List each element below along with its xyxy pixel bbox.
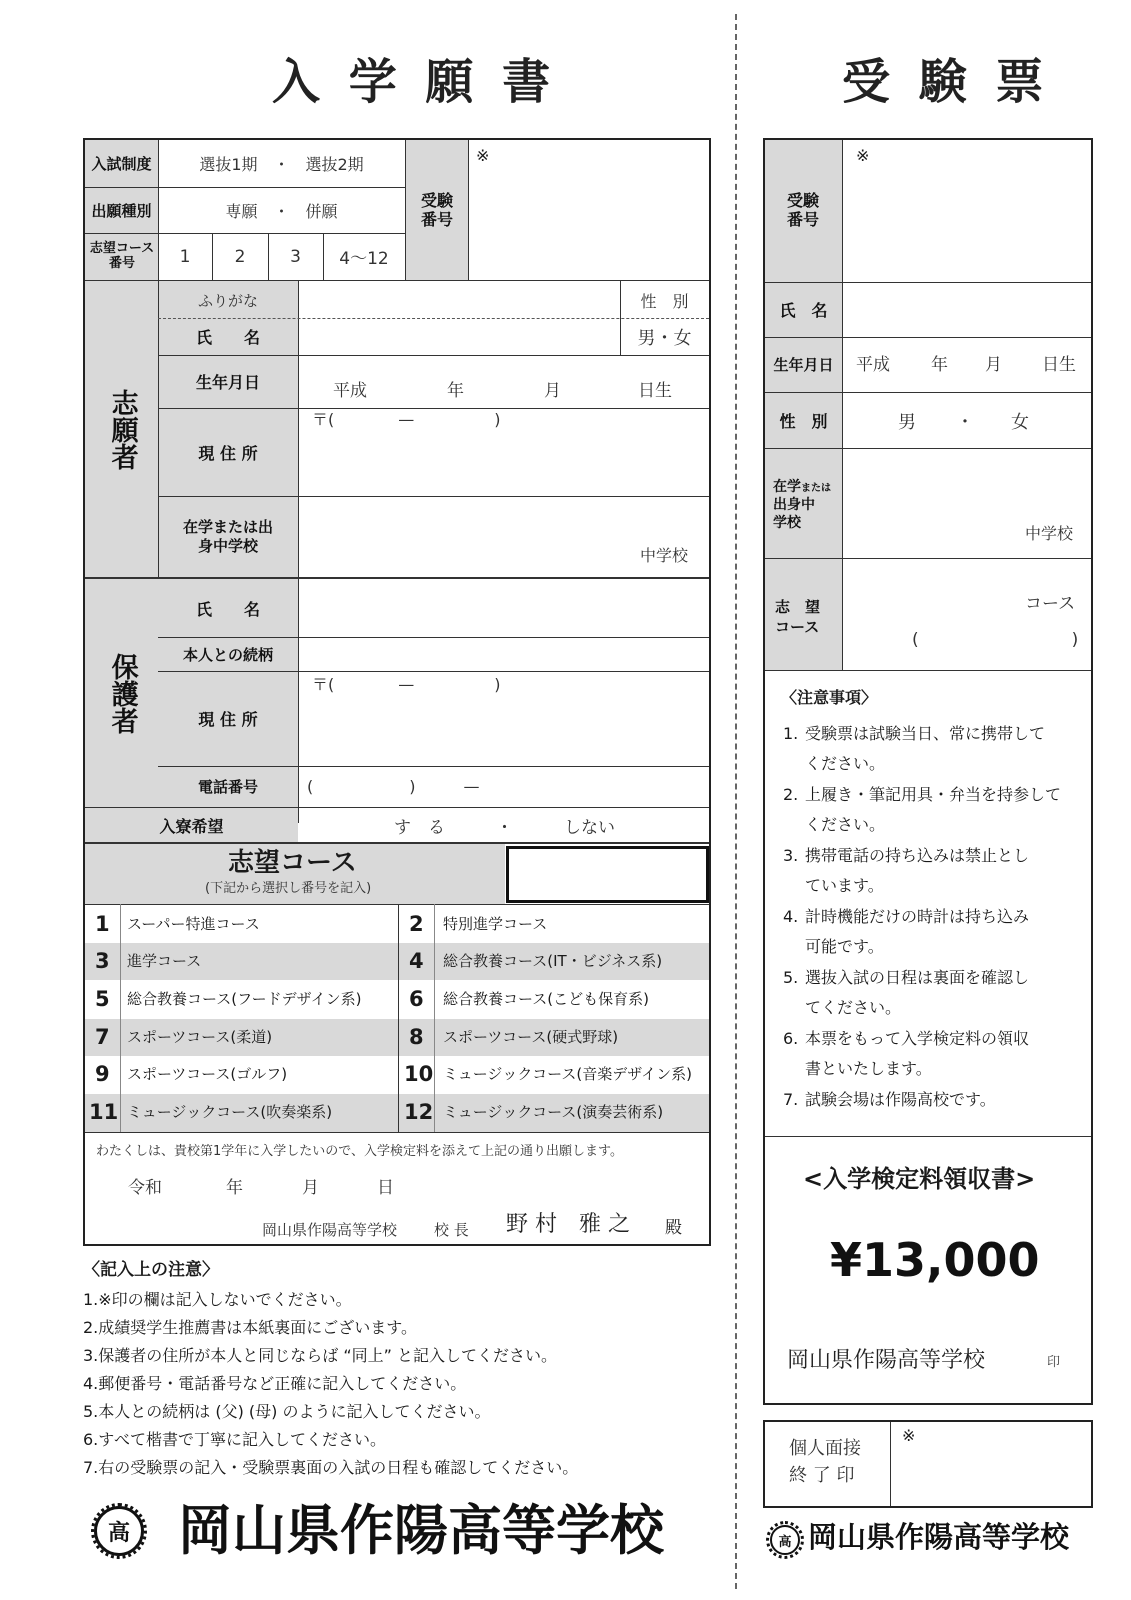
receipt-title: <入学検定料領収書> — [803, 1165, 1036, 1193]
ticket-gender-male[interactable]: 男 — [898, 412, 916, 433]
school-crest-icon: 高 — [94, 1506, 144, 1556]
gender-label: 性 別 — [640, 291, 689, 311]
course-name: スーパー特進コース — [127, 915, 260, 933]
course-number: 8 — [409, 1025, 424, 1049]
course-number-label: 志望コース番号 — [89, 241, 155, 271]
course-name: ミュージックコース(音楽デザイン系) — [443, 1065, 693, 1083]
relation-field[interactable] — [300, 638, 708, 670]
course-number: 10 — [404, 1062, 434, 1086]
exam-system-label: 入試制度 — [91, 155, 152, 173]
ticket-school-label: 在学または 出身中学校 — [773, 479, 831, 532]
school-label: 在学または出身中学校 — [182, 517, 273, 555]
birth-year: 年 — [447, 381, 464, 401]
dormitory-label: 入寮希望 — [159, 816, 224, 836]
applicant-name-label: 氏 名 — [195, 328, 260, 347]
interview-label-line2: 終 了 印 — [789, 1465, 855, 1486]
ticket-birth-era: 平成 — [856, 355, 890, 375]
ticket-birth-label: 生年月日 — [773, 356, 834, 374]
ticket-birth-day: 日生 — [1042, 355, 1076, 375]
course-name: スポーツコース(柔道) — [127, 1028, 273, 1046]
course-name: 特別進学コース — [443, 915, 548, 933]
exam-number-mark: ※ — [476, 146, 490, 165]
applicant-name-field[interactable] — [300, 320, 618, 354]
notes-title: 〈記入上の注意〉 — [83, 1260, 219, 1280]
ticket-course-paren[interactable]: ( ) — [912, 630, 1079, 650]
course-name: スポーツコース(ゴルフ) — [127, 1065, 288, 1083]
course-number-option[interactable]: 3 — [290, 246, 301, 267]
date-day: 日 — [377, 1178, 394, 1198]
course-number: 3 — [95, 949, 110, 973]
applicant-section-label: 志願者 — [106, 388, 138, 470]
ticket-birth-month: 月 — [985, 355, 1002, 375]
note-item: 4.郵便番号・電話番号など正確に記入してください。 — [83, 1374, 467, 1393]
ticket-course-label: 志 望コース — [775, 598, 821, 636]
ticket-birth-year: 年 — [931, 355, 948, 375]
ticket-school-name-logo: 岡山県作陽高等学校 — [808, 1520, 1070, 1554]
ticket-name-field[interactable] — [844, 284, 1091, 335]
ticket-exam-number-box[interactable] — [844, 142, 1091, 280]
course-number: 1 — [95, 912, 110, 936]
course-name: 総合教養コース(フードデザイン系) — [127, 990, 362, 1008]
ticket-note-cont: ください。 — [805, 815, 886, 834]
course-number: 2 — [409, 912, 424, 936]
birth-day: 日生 — [638, 381, 672, 401]
ticket-exam-number-label: 受験番号 — [786, 190, 819, 229]
ticket-gender-label: 性 別 — [779, 411, 828, 431]
ticket-note-cont: ています。 — [805, 876, 884, 895]
ticket-note-text: 試験会場は作陽高校です。 — [805, 1090, 996, 1109]
course-number: 9 — [95, 1062, 110, 1086]
course-choice-box[interactable] — [506, 846, 709, 903]
note-item: 7.右の受験票の記入・受験票裏面の入試の日程も確認してください。 — [83, 1458, 579, 1477]
addressee-role: 校 長 — [434, 1221, 469, 1239]
guardian-address-field[interactable] — [300, 698, 708, 764]
ticket-school-suffix: 中学校 — [1025, 524, 1074, 543]
receipt-seal: 印 — [1047, 1355, 1061, 1370]
ticket-note-text: 上履き・筆記用具・弁当を持参して — [805, 785, 1062, 804]
ticket-note-cont: てください。 — [805, 998, 902, 1017]
principal-name: 野 村 雅 之 — [506, 1212, 630, 1237]
ticket-note-text: 本票をもって入学検定料の領収 — [805, 1029, 1030, 1048]
course-name: ミュージックコース(吹奏楽系) — [127, 1103, 333, 1121]
note-item: 3.保護者の住所が本人と同じならば “同上” と記入してください。 — [83, 1346, 558, 1365]
furigana-field[interactable] — [300, 282, 618, 317]
ticket-gender-female[interactable]: 女 — [1011, 412, 1029, 433]
furigana-label: ふりがな — [197, 291, 258, 310]
phone-field[interactable]: ( ) — — [307, 777, 480, 796]
course-name: スポーツコース(硬式野球) — [443, 1028, 619, 1046]
cut-line — [735, 14, 737, 1589]
ticket-gender-dot: ・ — [956, 412, 974, 433]
dormitory-options[interactable]: す る ・ しない — [394, 817, 615, 838]
receipt-amount: ¥13,000 — [830, 1233, 1040, 1287]
guardian-address-label: 現 住 所 — [198, 710, 258, 729]
date-month: 月 — [302, 1178, 319, 1198]
ticket-notes-title: 〈注意事項〉 — [781, 688, 878, 707]
course-name: 進学コース — [127, 952, 202, 970]
applicant-postal[interactable]: 〒( — ) — [312, 410, 501, 429]
application-title: 入 学 願 書 — [272, 54, 557, 110]
course-select-subtitle: (下記から選択し番号を記入) — [205, 881, 372, 896]
ticket-note-text: 計時機能だけの時計は持ち込み — [805, 907, 1030, 926]
ticket-note-num: 7. — [783, 1090, 799, 1109]
ticket-note-num: 1. — [783, 724, 799, 743]
application-type-options[interactable]: 専願 ・ 併願 — [225, 201, 338, 221]
gender-options[interactable]: 男・女 — [637, 327, 692, 349]
ticket-note-num: 2. — [783, 785, 799, 804]
ticket-school-field[interactable] — [844, 450, 1014, 556]
addressee-honorific: 殿 — [665, 1218, 682, 1238]
school-field[interactable] — [300, 498, 630, 575]
ticket-note-num: 4. — [783, 907, 799, 926]
date-era: 令和 — [128, 1178, 162, 1198]
declaration: わたくしは、貴校第1学年に入学したいので、入学検定料を添えて上記の通り出願します。 — [96, 1144, 623, 1159]
phone-label: 電話番号 — [197, 778, 258, 796]
course-number-option[interactable]: 4〜12 — [339, 249, 389, 269]
course-number: 11 — [89, 1100, 119, 1124]
note-item: 1.※印の欄は記入しないでください。 — [83, 1290, 352, 1309]
date-year: 年 — [226, 1178, 243, 1198]
course-name: ミュージックコース(演奏芸術系) — [443, 1103, 664, 1121]
ticket-school-crest-icon: 高 — [770, 1525, 800, 1555]
course-number-option[interactable]: 2 — [234, 246, 246, 267]
ticket-name-label: 氏 名 — [779, 301, 828, 320]
note-item: 6.すべて楷書で丁寧に記入してください。 — [83, 1430, 386, 1449]
ticket-note-num: 5. — [783, 968, 799, 987]
ticket-note-text: 受験票は試験当日、常に携帯して — [805, 724, 1046, 743]
ticket-note-num: 6. — [783, 1029, 799, 1048]
course-number: 7 — [95, 1025, 110, 1049]
applicant-address-field[interactable] — [300, 432, 708, 494]
school-name-logo: 岡山県作陽高等学校 — [178, 1498, 664, 1562]
course-name: 総合教養コース(こども保育系) — [443, 990, 649, 1008]
applicant-address-label: 現 住 所 — [198, 443, 258, 463]
guardian-name-label: 氏 名 — [195, 599, 260, 619]
birth-label: 生年月日 — [195, 373, 260, 392]
interview-label-line1: 個人面接 — [789, 1438, 861, 1459]
addressee-school: 岡山県作陽高等学校 — [262, 1221, 398, 1239]
exam-number-label: 受験番号 — [420, 190, 453, 229]
ticket-note-cont: 書といたします。 — [805, 1059, 932, 1078]
course-number: 6 — [409, 987, 424, 1011]
receipt-school: 岡山県作陽高等学校 — [787, 1348, 986, 1373]
ticket-note-cont: ください。 — [805, 754, 886, 773]
course-number-option[interactable]: 1 — [179, 246, 191, 267]
guardian-postal[interactable]: 〒( — ) — [312, 675, 501, 694]
ticket-exam-number-mark: ※ — [856, 146, 870, 165]
ticket-note-text: 携帯電話の持ち込みは禁止とし — [805, 846, 1030, 865]
note-item: 2.成績奨学生推薦書は本紙裏面にございます。 — [83, 1318, 417, 1337]
interview-mark: ※ — [902, 1426, 916, 1445]
guardian-section-label: 保護者 — [106, 652, 138, 734]
interview-stamp-field[interactable] — [892, 1424, 1091, 1506]
exam-number-box[interactable] — [470, 142, 708, 278]
course-name: 総合教養コース(IT・ビジネス系) — [443, 952, 663, 970]
birth-month: 月 — [544, 381, 561, 401]
relation-label: 本人との続柄 — [182, 645, 273, 664]
school-suffix: 中学校 — [640, 546, 689, 565]
course-number: 5 — [95, 987, 110, 1011]
ticket-note-cont: 可能です。 — [805, 937, 884, 956]
application-type-label: 出願種別 — [91, 201, 152, 220]
course-number: 12 — [404, 1100, 434, 1124]
ticket-course-suffix: コース — [1025, 594, 1076, 614]
guardian-name-field[interactable] — [300, 580, 708, 636]
ticket-note-text: 選抜入試の日程は裏面を確認し — [805, 968, 1030, 987]
ticket-note-num: 3. — [783, 846, 799, 865]
exam-system-options[interactable]: 選抜1期 ・ 選抜2期 — [199, 155, 364, 174]
course-select-title: 志望コース — [228, 848, 357, 878]
note-item: 5.本人との続柄は (父) (母) のように記入してください。 — [83, 1402, 491, 1421]
birth-era: 平成 — [333, 381, 367, 401]
ticket-title: 受 験 票 — [842, 54, 1050, 110]
course-number: 4 — [409, 949, 424, 973]
